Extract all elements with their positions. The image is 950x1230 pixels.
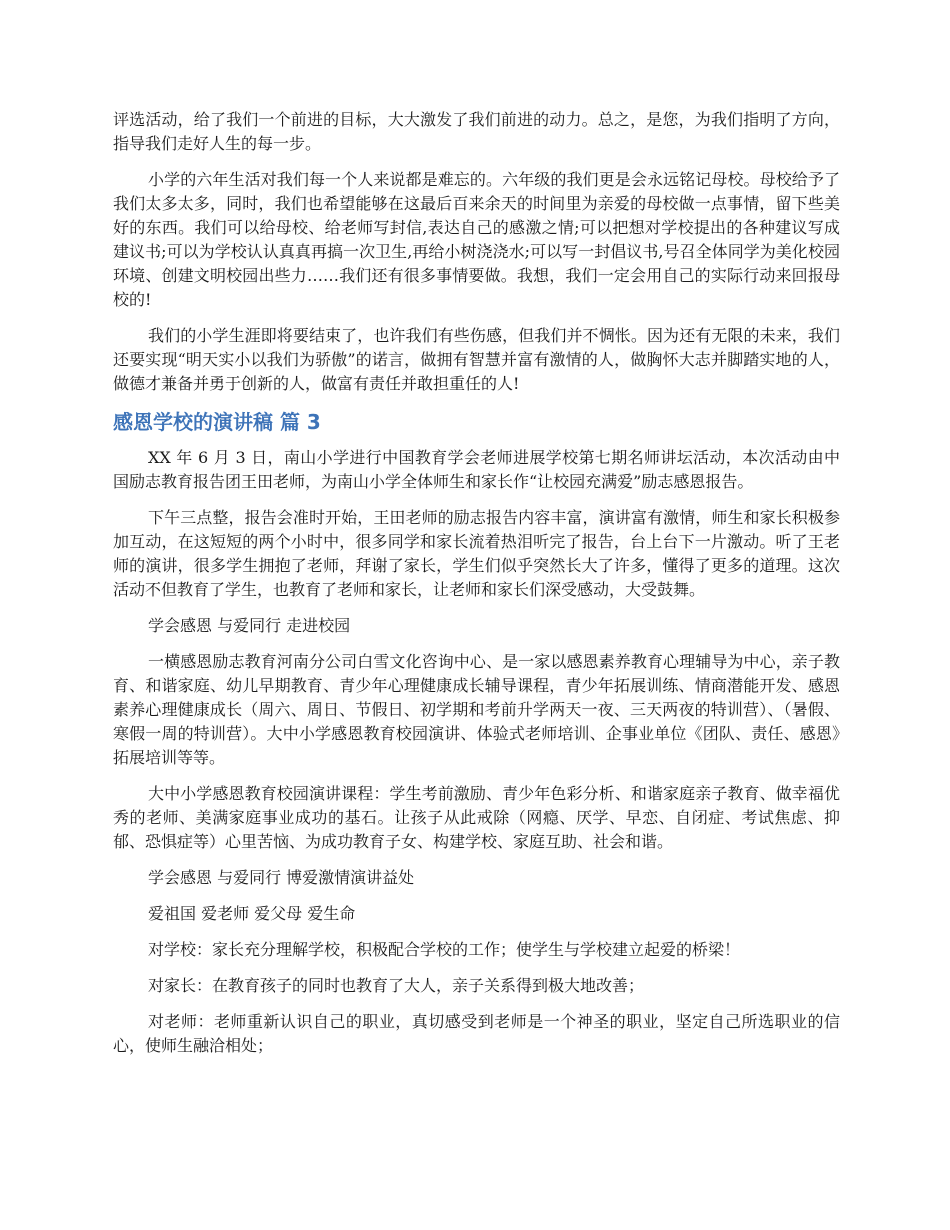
section-heading: 感恩学校的演讲稿 篇 3 bbox=[113, 410, 321, 434]
paragraph: 学会感恩 与爱同行 博爱激情演讲益处 bbox=[148, 868, 415, 887]
paragraph: 评选活动，给了我们一个前进的目标，大大激发了我们前进的动力。总之，是您，为我们指明了方向，指导我们走好人生的每一步。 bbox=[113, 110, 840, 153]
paragraph: 对家长：在教育孩子的同时也教育了大人，亲子关系得到极大地改善； bbox=[148, 976, 645, 995]
paragraph: 我们的小学生涯即将要结束了，也许我们有些伤感，但我们并不惆怅。因为还有无限的未来，我们还要实现“明天实小以我们为骄傲”的诺言，做拥有智慧并富有激情的人，做胸怀大志并脚踏实地的人，做德才兼备并勇于创新的人，做富有责任并敢担重任的人! bbox=[113, 326, 840, 393]
paragraph: 学会感恩 与爱同行 走进校园 bbox=[148, 616, 351, 635]
paragraph: 一横感恩励志教育河南分公司白雪文化咨询中心、是一家以感恩素养教育心理辅导为中心，亲子教育、和谐家庭、幼儿早期教育、青少年心理健康成长辅导课程，青少年拓展训练、情商潜能开发、感恩素养心理健康成长（周六、周日、节假日、初学期和考前升学两天一夜、三天两夜的特训营）、（暑假、寒假一周的特训营）。大中小学感恩教育校园演讲、体验式老师培训、企事业单位《团队、责任、感恩》拓展培训等等。 bbox=[113, 652, 840, 767]
paragraphs-after bbox=[113, 446, 840, 1058]
document-page bbox=[113, 108, 840, 1070]
paragraph: 对学校：家长充分理解学校，积极配合学校的工作；使学生与学校建立起爱的桥梁！ bbox=[148, 940, 741, 959]
paragraph: 爱祖国 爱老师 爱父母 爱生命 bbox=[148, 904, 356, 923]
paragraph: 大中小学感恩教育校园演讲课程：学生考前激励、青少年色彩分析、和谐家庭亲子教育、做幸福优秀的老师、美满家庭事业成功的基石。让孩子从此戒除（网瘾、厌学、早恋、自闭症、考试焦虑、抑郁、恐惧症等）心里苦恼、为成功教育子女、构建学校、家庭互助、社会和谐。 bbox=[113, 784, 840, 851]
paragraph: 对老师：老师重新认识自己的职业，真切感受到老师是一个神圣的职业，坚定自己所选职业的信心，使师生融洽相处； bbox=[113, 1012, 840, 1055]
paragraphs-before bbox=[113, 108, 840, 396]
paragraph: 小学的六年生活对我们每一个人来说都是难忘的。六年级的我们更是会永远铭记母校。母校给予了我们太多太多，同时，我们也希望能够在这最后百来余天的时间里为亲爱的母校做一点事情，留下些美好的东西。我们可以给母校、给老师写封信,表达自己的感激之情;可以把想对学校提出的各种建议写成建议书;可以为学校认认真真再搞一次卫生,再给小树浇浇水;可以写一封倡议书,号召全体同学为美化校园环境、创建文明校园出些力……我们还有很多事情要做。我想，我们一定会用自己的实际行动来回报母校的! bbox=[113, 170, 840, 309]
paragraph: 下午三点整，报告会准时开始，王田老师的励志报告内容丰富，演讲富有激情，师生和家长积极参加互动，在这短短的两个小时中，很多同学和家长流着热泪听完了报告，台上台下一片激动。听了王老师的演讲，很多学生拥抱了老师，拜谢了家长，学生们似乎突然长大了许多，懂得了更多的道理。这次活动不但教育了学生，也教育了老师和家长，让老师和家长们深受感动，大受鼓舞。 bbox=[113, 508, 840, 599]
paragraph: XX 年 6 月 3 日，南山小学进行中国教育学会老师进展学校第七期名师讲坛活动，本次活动由中国励志教育报告团王田老师，为南山小学全体师生和家长作“让校园充满爱”励志感恩报告。 bbox=[113, 448, 840, 491]
